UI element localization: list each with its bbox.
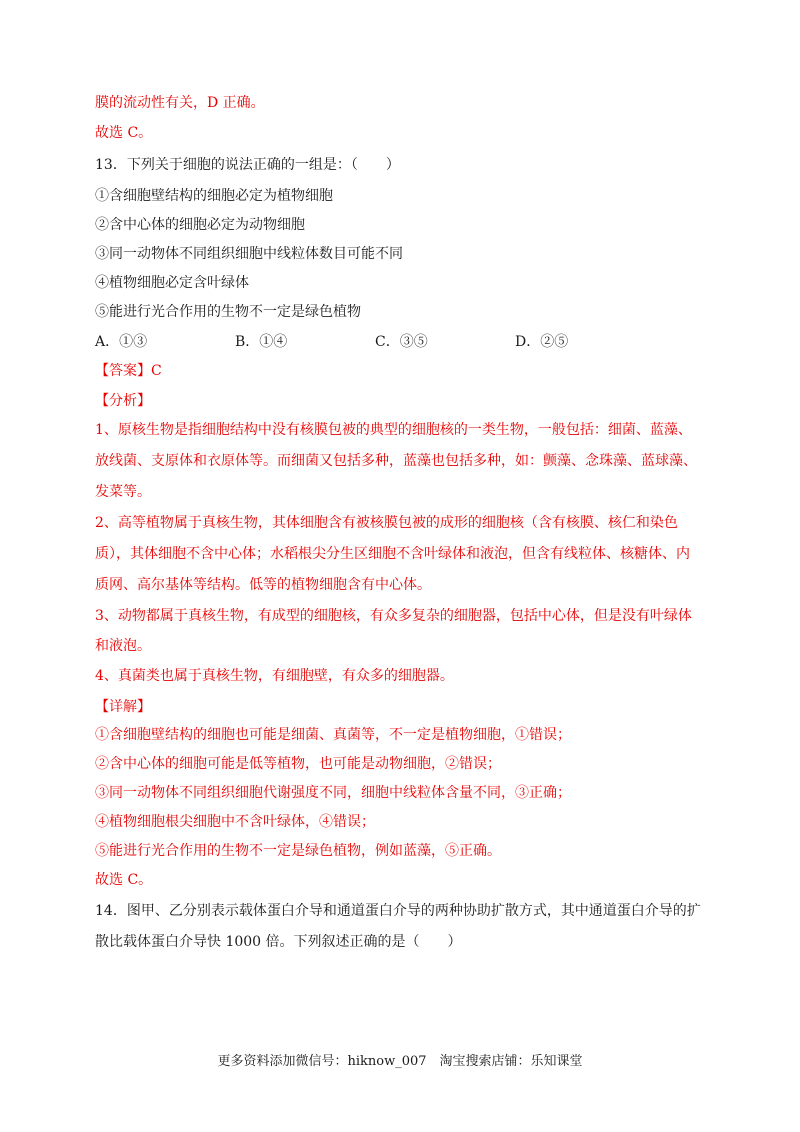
q13-detail-line: ⑤能进行光合作用的生物不一定是绿色植物，例如蓝藻，⑤正确。 <box>95 843 501 859</box>
q13-analysis-line: 1、原核生物是指细胞结构中没有核膜包被的典型的细胞核的一类生物，一般包括：细菌、蓝藻、 <box>95 422 692 438</box>
q13-analysis-line: 发菜等。 <box>95 484 151 500</box>
q13-option-b: B．①④ <box>235 334 288 350</box>
q13-analysis-line: 2、高等植物属于真核生物，其体细胞含有被核膜包被的成形的细胞核（含有核膜、核仁和染色 <box>95 515 678 531</box>
prev-conclusion: 故选 C。 <box>95 125 153 141</box>
q13-statement: ①含细胞壁结构的细胞必定为植物细胞 <box>95 188 333 204</box>
q13-options <box>95 332 655 352</box>
q13-detail-line: ②含中心体的细胞可能是低等植物，也可能是动物细胞，②错误； <box>95 756 501 772</box>
q13-detail-line: ①含细胞壁结构的细胞也可能是细菌、真菌等，不一定是植物细胞，①错误； <box>95 727 571 743</box>
q13-option-d: D．②⑤ <box>515 334 569 350</box>
q13-stem: 13．下列关于细胞的说法正确的一组是：（ ） <box>95 157 400 173</box>
q13-statement: ⑤能进行光合作用的生物不一定是绿色植物 <box>95 304 361 320</box>
q14-stem-line: 散比载体蛋白介导快 1000 倍。下列叙述正确的是（ ） <box>95 934 462 950</box>
q13-analysis-line: 放线菌、支原体和衣原体等。而细菌又包括多种，蓝藻也包括多种，如：颤藻、念珠藻、蓝球藻、 <box>95 453 697 469</box>
q13-analysis-heading: 【分析】 <box>95 393 151 409</box>
q13-analysis-line: 和液泡。 <box>95 638 151 654</box>
page-footer: 更多资料添加微信号：hiknow_007 淘宝搜索店铺：乐知课堂 <box>217 1054 583 1069</box>
q13-analysis-line: 质网、高尔基体等结构。低等的植物细胞含有中心体。 <box>95 577 431 593</box>
q13-analysis-line: 4、真菌类也属于真核生物，有细胞壁，有众多的细胞器。 <box>95 668 454 684</box>
q13-statement: ②含中心体的细胞必定为动物细胞 <box>95 217 305 233</box>
q13-statement: ④植物细胞必定含叶绿体 <box>95 275 249 291</box>
q13-answer: 【答案】C <box>95 363 162 379</box>
q13-detail-line: ③同一动物体不同组织细胞代谢强度不同，细胞中线粒体含量不同，③正确； <box>95 785 571 801</box>
q13-conclusion: 故选 C。 <box>95 872 153 888</box>
q13-detail-line: ④植物细胞根尖细胞中不含叶绿体，④错误； <box>95 814 375 830</box>
q13-analysis-line: 3、动物都属于真核生物，有成型的细胞核，有众多复杂的细胞器，包括中心体，但是没有叶绿体 <box>95 608 692 624</box>
q13-option-c: C．③⑤ <box>375 334 428 350</box>
prev-answer-tail: 膜的流动性有关，D 正确。 <box>95 95 265 111</box>
q13-option-a: A．①③ <box>95 334 148 350</box>
q13-analysis-line: 质），其体细胞不含中心体；水稻根尖分生区细胞不含叶绿体和液泡，但含有线粒体、核糖体、内 <box>95 546 690 562</box>
q13-detail-heading: 【详解】 <box>95 699 151 715</box>
q13-statement: ③同一动物体不同组织细胞中线粒体数目可能不同 <box>95 246 403 262</box>
q14-stem-line: 14．图甲、乙分别表示载体蛋白介导和通道蛋白介导的两种协助扩散方式，其中通道蛋白介导的扩 <box>95 903 701 919</box>
